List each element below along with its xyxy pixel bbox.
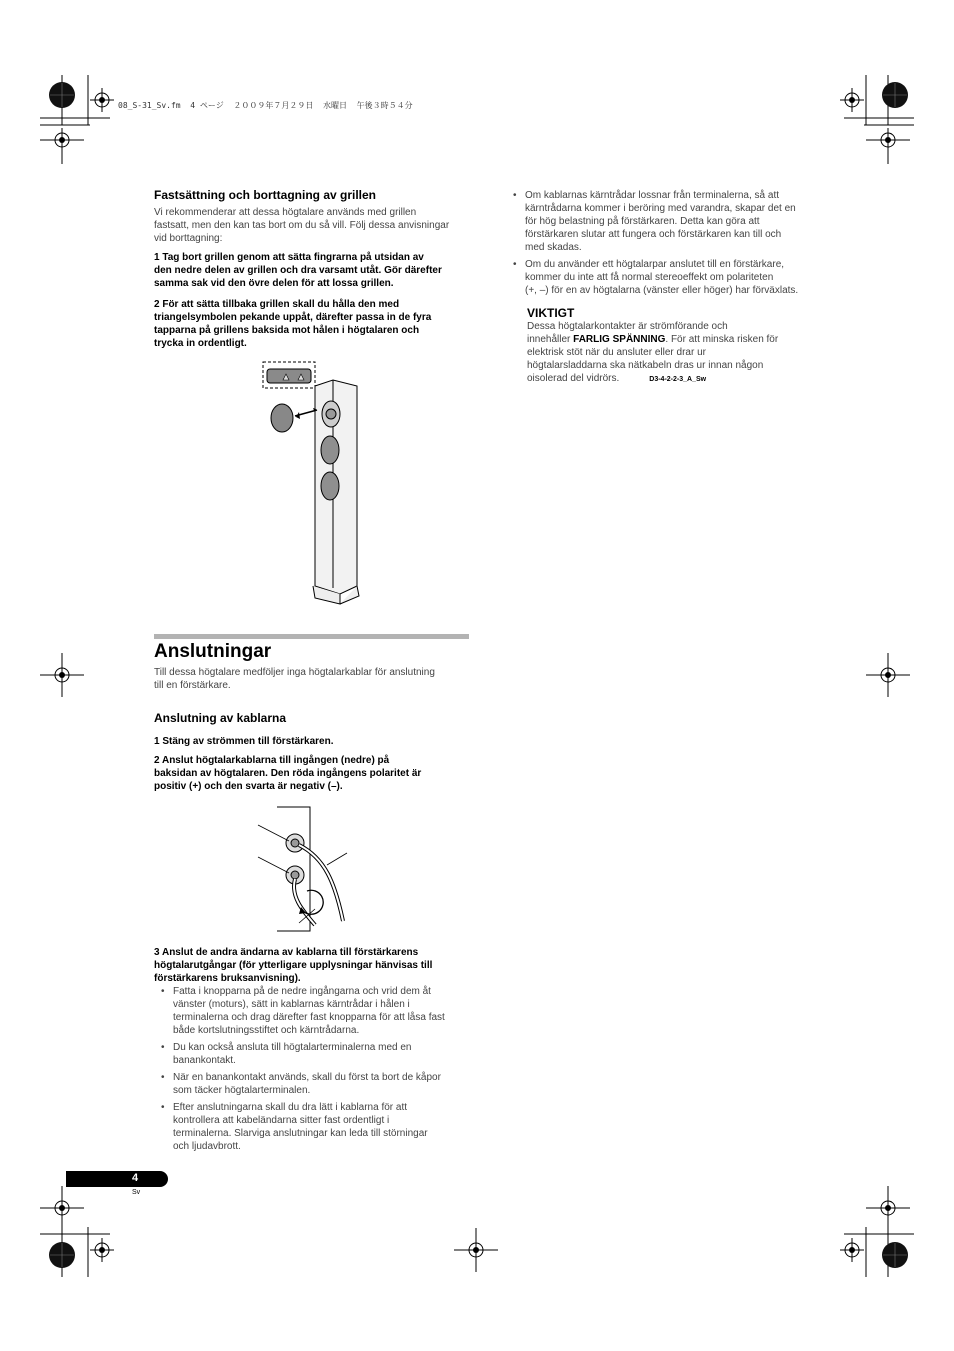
connections-subheading: Anslutning av kablarna xyxy=(154,711,287,725)
connections-bullet-2: • Du kan också ansluta till högtalarterminalerna med en banankontakt. xyxy=(161,1042,412,1066)
section-rule xyxy=(154,634,469,639)
connections-bullet-4: • Efter anslutningarna skall du dra lätt i kablarna för att kontrollera att kabeländarna sitter fast ordentligt i terminalerna. Slarviga anslutningar kan leda till störningar och ljudavbrott. xyxy=(161,1102,428,1152)
connections-intro: Till dessa högtalare medföljer inga högtalarkablar för anslutning till en förstärkare. xyxy=(154,667,435,691)
connections-step-1: 1 Stäng av strömmen till förstärkaren. xyxy=(154,736,334,747)
connections-bullet-3: • När en banankontakt används, skall du först ta bort de kåpor som täcker högtalarterminalen. xyxy=(161,1072,441,1096)
connections-step-3: 3 Anslut de andra ändarna av kablarna till förstärkarens högtalarutgångar (för ytterligare upplysningar hänvisas till förstärkarens bruksanvisning). xyxy=(154,947,433,984)
important-heading: VIKTIGT xyxy=(527,306,575,320)
right-bullet-1: • Om kablarnas kärntrådar lossnar från terminalerna, så att kärntrådarna kommer i beröring med varandra, skapar det en för hög belastning på förstärkaren. Detta kan göra att förstärkaren slutar att fungera och förstärkaren kan till och med skadas. xyxy=(513,190,796,253)
right-bullet-2: • Om du använder ett högtalarpar anslutet till en förstärkare, kommer du inte att få normal stereoeffekt om polariteten (+, –) för en av högtalarna (vänster eller höger) har förväxlats. xyxy=(513,259,799,296)
page-number-badge xyxy=(66,1171,168,1187)
grille-intro: Vi rekommenderar att dessa högtalare används med grillen fastsatt, men den kan tas bort om du så vill. Följ dessa anvisningar vid borttagning: xyxy=(154,207,450,244)
file-header: 08_S-31_Sv.fm 4 ページ ２００９年７月２９日 水曜日 午後３時５４分 xyxy=(118,101,413,110)
grille-step-1: 1 Tag bort grillen genom att sätta fingrarna på utsidan av den nedre delen av grillen och dra varsamt utåt. Gör därefter samma sak vid den övre delen för att lossa grillen. xyxy=(154,252,442,289)
important-text: Dessa högtalarkontakter är strömförande och innehåller FARLIG SPÄNNING. För att minska risken för elektrisk stöt när du ansluter eller drar ur högtalarsladdarna ska nätkabeln dras ur innan någon oisolerad del vidrörs. D3-4-2-2-3_A_Sw xyxy=(527,321,779,384)
language-code: Sv xyxy=(132,1189,141,1196)
grille-heading: Fastsättning och borttagning av grillen xyxy=(154,188,377,202)
connections-step-2: 2 Anslut högtalarkablarna till ingången (nedre) på baksidan av högtalaren. Den röda ingångens polaritet är positiv (+) och den svarta är negativ (–). xyxy=(154,755,422,792)
section-title: Anslutningar xyxy=(154,641,272,662)
grille-step-2: 2 För att sätta tillbaka grillen skall du hålla den med triangelsymbolen pekande uppåt, därefter passa in de fyra tapparna på grillens baksida mot hålen i högtalaren och trycka in ordentligt. xyxy=(154,299,432,349)
terminal-connection-illustration xyxy=(255,803,355,935)
doc-code: D3-4-2-2-3_A_Sw xyxy=(649,376,707,383)
connections-bullet-1: • Fatta i knopparna på de nedre ingångarna och vrid dem åt vänster (moturs), sätt in kablarnas kärntrådar i hålen i terminalerna och drag därefter fast knopparna för att låsa fast både kortslutningsstiftet och kärntrådarna. xyxy=(161,986,445,1036)
page-number: 4 xyxy=(132,1172,139,1184)
speaker-grille-illustration xyxy=(255,358,370,608)
